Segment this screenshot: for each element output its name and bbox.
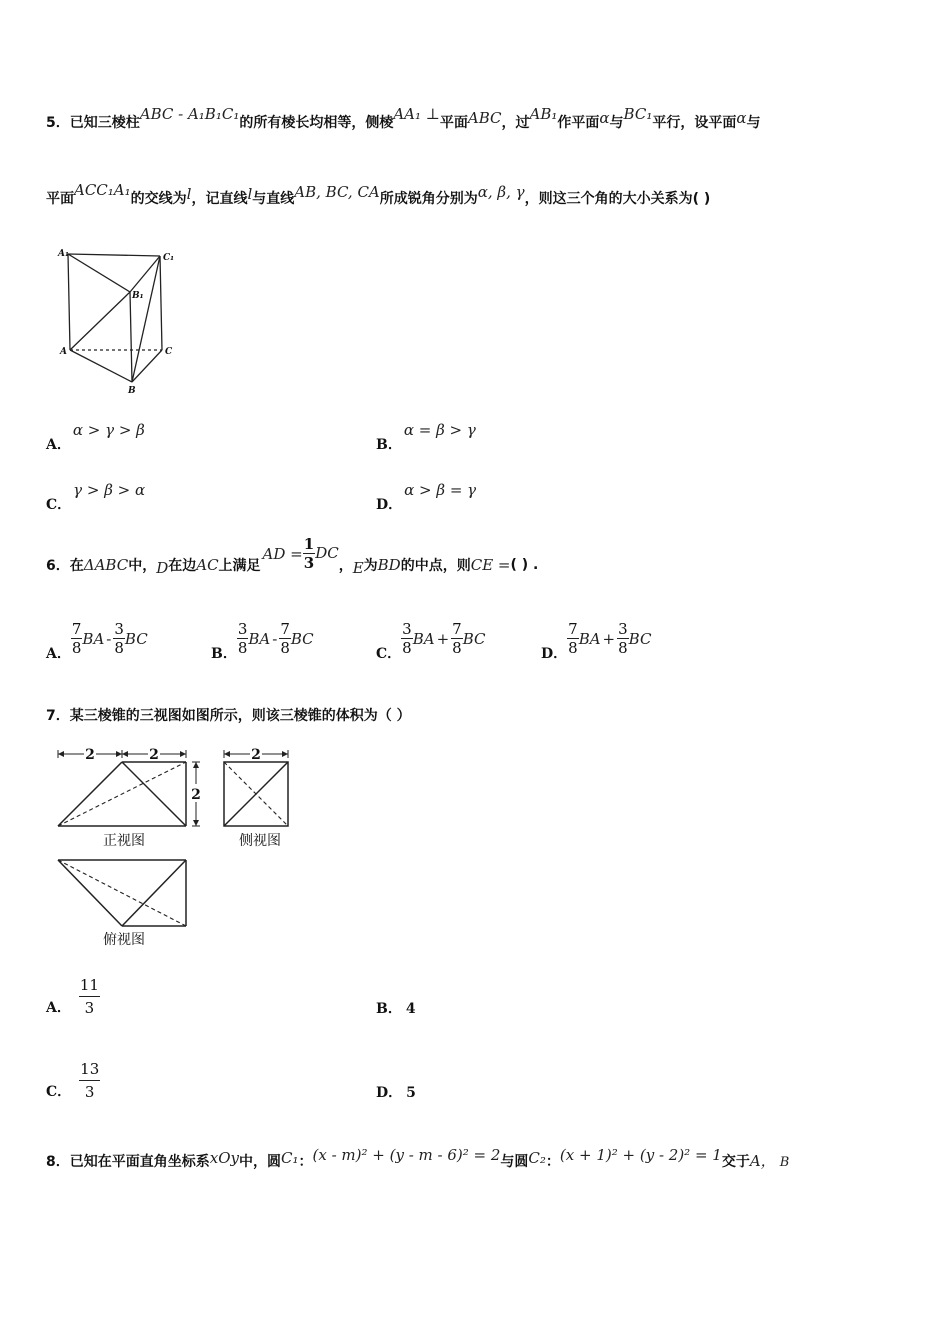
edge-AA1 (68, 254, 70, 350)
q7-line: 7．某三棱锥的三视图如图所示，则该三棱锥的体积为（ ） (46, 708, 411, 724)
q6-option-d[interactable]: D． $\frac{7}{8}$ BA + $\frac{3}{8}$ BC (541, 620, 652, 662)
edge-A1C1 (68, 254, 160, 256)
q7-number: 7． (46, 708, 70, 724)
edge-A1B1 (68, 254, 130, 292)
q8-number: 8． (46, 1154, 70, 1170)
prism-figure (56, 246, 186, 396)
diag-AB1 (70, 292, 130, 350)
q5-option-a[interactable]: A．α > γ > β (46, 421, 145, 453)
dim-front-height: 2 (191, 787, 201, 803)
top-view (58, 860, 186, 926)
q8-line: 8．已知在平面直角坐标系xOy中，圆C₁：(x - m)² + (y - m - 6)² = 2与圆C₂：(x + 1)² + (y - 2)² = 1交于A， B (46, 1146, 790, 1170)
edge-CC1 (160, 256, 162, 350)
q5-option-d[interactable]: D．α > β = γ (376, 481, 477, 513)
diag-BC1 (132, 256, 160, 382)
top-view-label: 俯视图 (103, 932, 145, 948)
q6-option-b[interactable]: B． $\frac{3}{8}$ BA - $\frac{7}{8}$ BC (211, 620, 314, 662)
side-view (224, 762, 288, 826)
side-view-label: 侧视图 (239, 833, 281, 849)
label-A: A (60, 347, 67, 357)
label-B1: B₁ (132, 291, 144, 301)
q5-line2: 平面ACC₁A₁的交线为l，记直线l与直线AB, BC, CA所成锐角分别为α, β, γ，则这三个角的大小关系为( ) (46, 181, 711, 207)
q5-option-c[interactable]: C．γ > β > α (46, 481, 146, 513)
q7-option-c[interactable]: C． $\frac{13}{3}$ (46, 1060, 100, 1101)
circle-c1-equation: (x - m)² + (y - m - 6)² = 2 (312, 1146, 501, 1164)
q6-option-c[interactable]: C． $\frac{3}{8}$ BA + $\frac{7}{8}$ BC (376, 620, 486, 662)
q6-option-a[interactable]: A． $\frac{7}{8}$ BA - $\frac{3}{8}$ BC (46, 620, 148, 662)
circle-c2-equation: (x + 1)² + (y - 2)² = 1 (559, 1146, 722, 1164)
q6-line: 6． 在 ΔABC 中， D 在边 AC 上满足 AD = $\frac{1}{3}$ DC ， E 为 BD 的中点，则 CE = ( ) . (46, 534, 539, 577)
q5-line1: 5．已知三棱柱ABC - A₁B₁C₁的所有棱长均相等，侧棱AA₁ ⊥平面ABC，过AB₁作平面α与BC₁平行，设平面α与 (46, 105, 761, 131)
dim-front-right: 2 (149, 747, 159, 763)
front-view-label: 正视图 (103, 833, 145, 849)
q5-option-b[interactable]: B．α = β > γ (376, 421, 476, 453)
q6-vector-equation: AD = $\frac{1}{3}$ DC (262, 534, 339, 572)
front-view (58, 762, 186, 826)
label-C1: C₁ (163, 253, 175, 263)
q7-option-d[interactable]: D． 5 (376, 1085, 416, 1101)
q6-number: 6． (46, 558, 70, 574)
label-A1: A₁ (58, 249, 69, 259)
prism-name: ABC - A₁B₁C₁ (139, 105, 240, 123)
q7-option-b[interactable]: B． 4 (376, 1001, 416, 1017)
three-view-figure (50, 742, 300, 952)
edge-AB (70, 350, 132, 382)
edge-BC (132, 350, 162, 382)
q5-number: 5． (46, 115, 70, 131)
dim-side-width: 2 (251, 747, 261, 763)
q7-option-a[interactable]: A． $\frac{11}{3}$ (46, 976, 99, 1017)
dim-front-left: 2 (85, 747, 95, 763)
label-B: B (128, 386, 136, 396)
edge-BB1 (130, 292, 132, 382)
label-C: C (165, 347, 173, 357)
